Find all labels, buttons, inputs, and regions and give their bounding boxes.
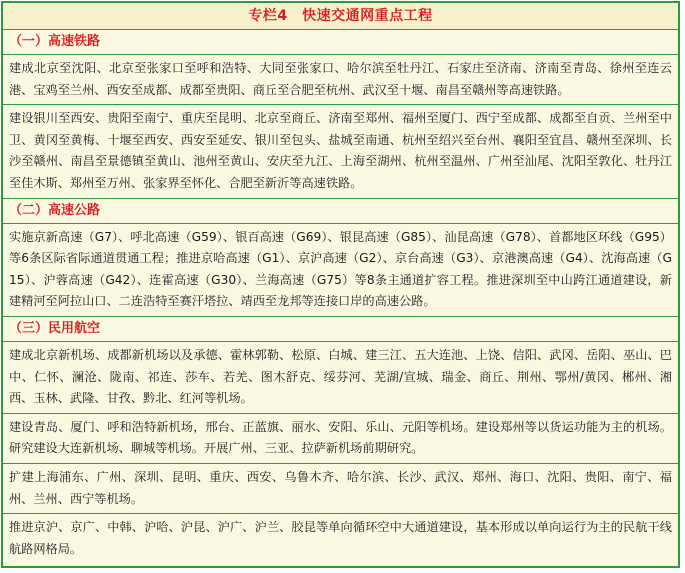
section-high-speed-rail	[3, 30, 678, 199]
section-heading-aviation: （三）民用航空	[3, 317, 678, 342]
aviation-paragraph-expansion: 扩建上海浦东、广州、深圳、昆明、重庆、西安、乌鲁木齐、哈尔滨、长沙、武汉、郑州、海口、沈阳、贵阳、南宁、福州、兰州、西宁等机场。	[3, 464, 678, 514]
expressway-paragraph: 实施京新高速（G7）、呼北高速（G59）、银百高速（G69）、银昆高速（G85）、汕昆高速（G78）、首都地区环线（G95）等6条区际省际通道贯通工程；推进京哈高速（G1）、京沪高速（G2）、京台高速（G3）、京港澳高速（G4）、沈海高速（G15）、沪蓉高速（G42）、连霍高速（G30）、兰海高速（G75）等8条主通道扩容工程。推进深圳至中山跨江通道建设，新建精河至阿拉山口、二连浩特至赛汗塔拉、靖西至龙邦等连接口岸的高速公路。	[3, 224, 678, 317]
rail-paragraph-construction: 建设银川至西安、贵阳至南宁、重庆至昆明、北京至商丘、济南至郑州、福州至厦门、西宁至成都、成都至自贡、兰州至中卫、黄冈至黄梅、十堰至西安、西安至延安、银川至包头、盐城至南通、杭州至绍兴至台州、襄阳至宜昌、赣州至深圳、长沙至赣州、南昌至景德镇至黄山、池州至黄山、安庆至九江、上海至湖州、杭州至温州、广州至汕尾、沈阳至敦化、牡丹江至佳木斯、郑州至万州、张家界至怀化、合肥至新沂等高速铁路。	[3, 105, 678, 198]
rail-paragraph-completed: 建成北京至沈阳、北京至张家口至呼和浩特、大同至张家口、哈尔滨至牡丹江、石家庄至济南、济南至青岛、徐州至连云港、宝鸡至兰州、西安至成都、成都至贵阳、商丘至合肥至杭州、武汉至十堰、南昌至赣州等高速铁路。	[3, 55, 678, 105]
box-title: 专栏4 快速交通网重点工程	[3, 3, 678, 30]
feature-box	[1, 1, 680, 568]
section-expressway	[3, 199, 678, 317]
section-heading-rail: （一）高速铁路	[3, 30, 678, 55]
aviation-paragraph-new-airports: 建设青岛、厦门、呼和浩特新机场，邢台、正蓝旗、丽水、安阳、乐山、元阳等机场。建设郑州等以货运功能为主的机场。研究建设大连新机场、聊城等机场。开展广州、三亚、拉萨新机场前期研究。	[3, 414, 678, 464]
section-civil-aviation	[3, 317, 678, 563]
aviation-paragraph-air-corridors: 推进京沪、京广、中韩、沪哈、沪昆、沪广、沪兰、胶昆等单向循环空中大通道建设，基本形成以单向运行为主的民航干线航路网格局。	[9, 520, 672, 556]
section-heading-expressway: （二）高速公路	[3, 199, 678, 224]
aviation-paragraph-completed: 建成北京新机场、成都新机场以及承德、霍林郭勒、松原、白城、建三江、五大连池、上饶、信阳、武冈、岳阳、巫山、巴中、仁怀、澜沧、陇南、祁连、莎车、若羌、图木舒克、绥芬河、芜湖/宣城、瑞金、商丘、荆州、鄂州/黄冈、郴州、湘西、玉林、武隆、甘孜、黔北、红河等机场。	[3, 342, 678, 414]
